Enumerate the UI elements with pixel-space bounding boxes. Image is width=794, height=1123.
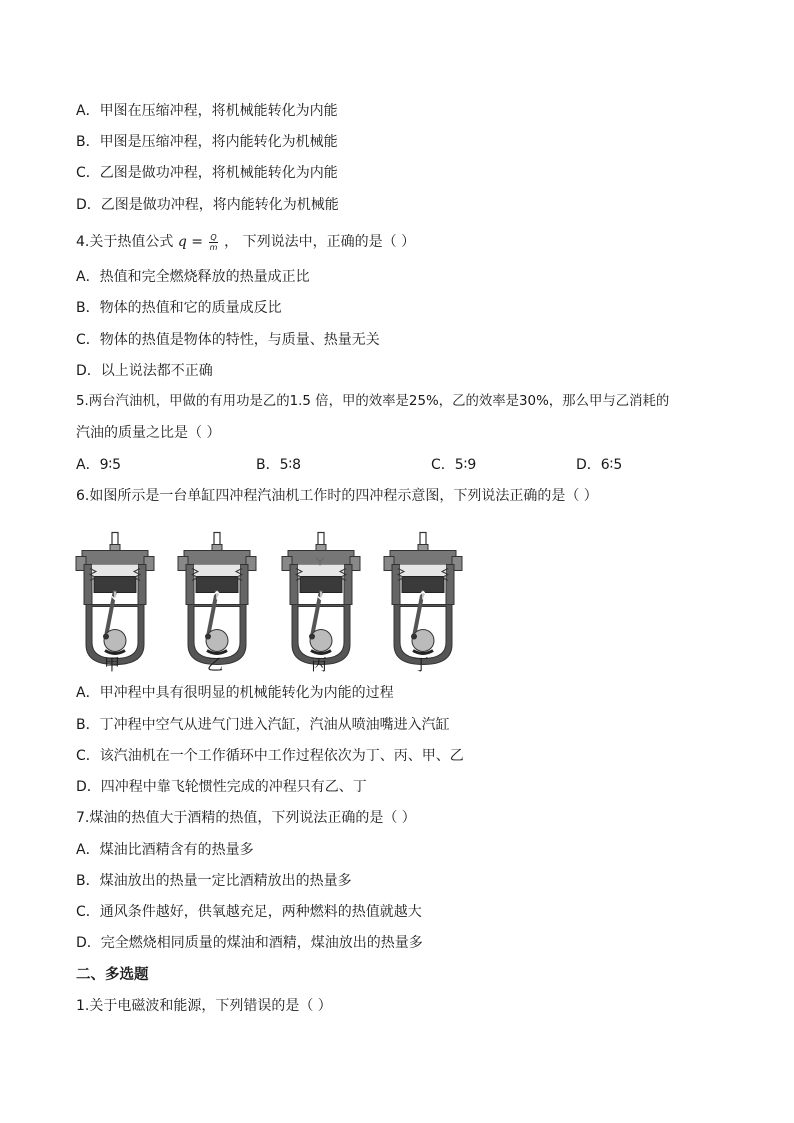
q5-option-a: A．9∶5 bbox=[76, 457, 122, 473]
q7-option-a: A．煤油比酒精含有的热量多 bbox=[76, 842, 254, 858]
q4-stem bbox=[76, 232, 415, 252]
q4-stem-before: 4.关于热值公式 bbox=[76, 234, 174, 250]
q6-option-a: A．甲冲程中具有很明显的机械能转化为内能的过程 bbox=[76, 685, 394, 701]
q4-formula-denominator: m bbox=[209, 242, 218, 252]
q5-stem-line1: 5.两台汽油机，甲做的有用功是乙的1.5 倍，甲的效率是25%，乙的效率是30%，那么甲与乙消耗的 bbox=[76, 394, 670, 409]
s2-q1-stem: 1.关于电磁波和能源，下列错误的是（ ） bbox=[76, 998, 332, 1014]
q4-option-c: C．物体的热值是物体的特性，与质量、热量无关 bbox=[76, 332, 380, 348]
section-title-multiple-choice: 二、多选题 bbox=[76, 967, 149, 983]
q5-option-c: C．5∶9 bbox=[431, 457, 477, 473]
q3-option-c: C．乙图是做功冲程，将机械能转化为内能 bbox=[76, 165, 338, 181]
q6-option-d: D．四冲程中靠飞轮惯性完成的冲程只有乙、丁 bbox=[76, 779, 367, 795]
q7-option-d: D．完全燃烧相同质量的煤油和酒精，煤油放出的热量多 bbox=[76, 935, 423, 951]
q7-option-c: C．通风条件越好，供氧越充足，两种燃料的热值就越大 bbox=[76, 904, 422, 920]
q4-formula-fraction bbox=[209, 233, 217, 252]
q4-option-a: A．热值和完全燃烧释放的热量成正比 bbox=[76, 269, 310, 285]
q3-option-d: D．乙图是做功冲程，将内能转化为机械能 bbox=[76, 197, 339, 213]
q7-stem: 7.煤油的热值大于酒精的热值，下列说法正确的是（ ） bbox=[76, 810, 416, 826]
q4-formula-var: q bbox=[177, 234, 187, 250]
q5-stem-line2: 汽油的质量之比是（ ） bbox=[76, 425, 221, 441]
q6-stem: 6.如图所示是一台单缸四冲程汽油机工作时的四冲程示意图，下列说法正确的是（ ） bbox=[76, 488, 598, 504]
q4-option-d: D．以上说法都不正确 bbox=[76, 363, 213, 379]
q5-option-b: B．5∶8 bbox=[256, 457, 302, 473]
q4-option-b: B．物体的热值和它的质量成反比 bbox=[76, 300, 282, 316]
engine-label-jia: 甲 bbox=[103, 655, 120, 674]
engine-label-bing: 丙 bbox=[310, 655, 327, 674]
q7-option-b: B．煤油放出的热量一定比酒精放出的热量多 bbox=[76, 873, 352, 889]
q4-formula-eq: = bbox=[191, 234, 203, 250]
engine-label-yi: 乙 bbox=[206, 655, 223, 674]
engine-label-ding: 丁 bbox=[412, 655, 429, 674]
q6-option-c: C．该汽油机在一个工作循环中工作过程依次为丁、丙、甲、乙 bbox=[76, 748, 464, 764]
q5-option-d: D．6∶5 bbox=[576, 457, 623, 473]
q3-option-a: A．甲图在压缩冲程，将机械能转化为内能 bbox=[76, 103, 338, 119]
q4-stem-after: ， 下列说法中，正确的是（ ） bbox=[224, 234, 416, 250]
q3-option-b: B．甲图是压缩冲程，将内能转化为机械能 bbox=[76, 134, 338, 150]
q4-formula-numerator: Q bbox=[210, 232, 217, 242]
q6-option-b: B．丁冲程中空气从进气门进入汽缸，汽油从喷油嘴进入汽缸 bbox=[76, 717, 450, 733]
